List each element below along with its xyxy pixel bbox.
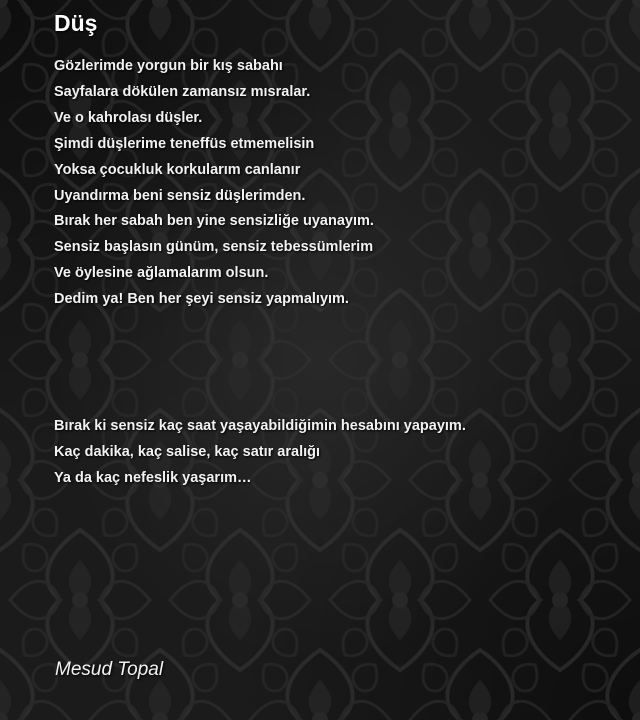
poem-line: Kaç dakika, kaç salise, kaç satır aralığı [54,443,321,460]
poem-line: Bırak her sabah ben yine sensizliğe uyanayım. [54,213,374,230]
poem-line: Ve öylesine ağlamalarım olsun. [54,265,269,282]
poem-line: Uyandırma beni sensiz düşlerimden. [54,187,306,204]
poem-line: Sensiz başlasın günüm, sensiz tebessümlerim [54,239,374,256]
poem-line: Gözlerimde yorgun bir kış sabahı [54,58,283,74]
poem-author: Mesud Topal [55,659,164,680]
poem-line: Şimdi düşlerime teneffüs etmemelisin [54,135,315,152]
stanza-1 [54,54,374,313]
poem-line: Yoksa çocukluk korkularım canlanır [54,161,301,178]
poem-line: Bırak ki sensiz kaç saat yaşayabildiğimin hesabını yapayım. [54,418,466,434]
stanza-2 [54,414,466,492]
poem-line: Dedim ya! Ben her şeyi sensiz yapmalıyım. [54,291,349,308]
poem-line: Sayfalara dökülen zamansız mısralar. [54,83,311,100]
poem-line: Ve o kahrolası düşler. [54,109,203,126]
poem-title: Düş [54,10,98,36]
poem-line: Ya da kaç nefeslik yaşarım… [54,469,252,486]
